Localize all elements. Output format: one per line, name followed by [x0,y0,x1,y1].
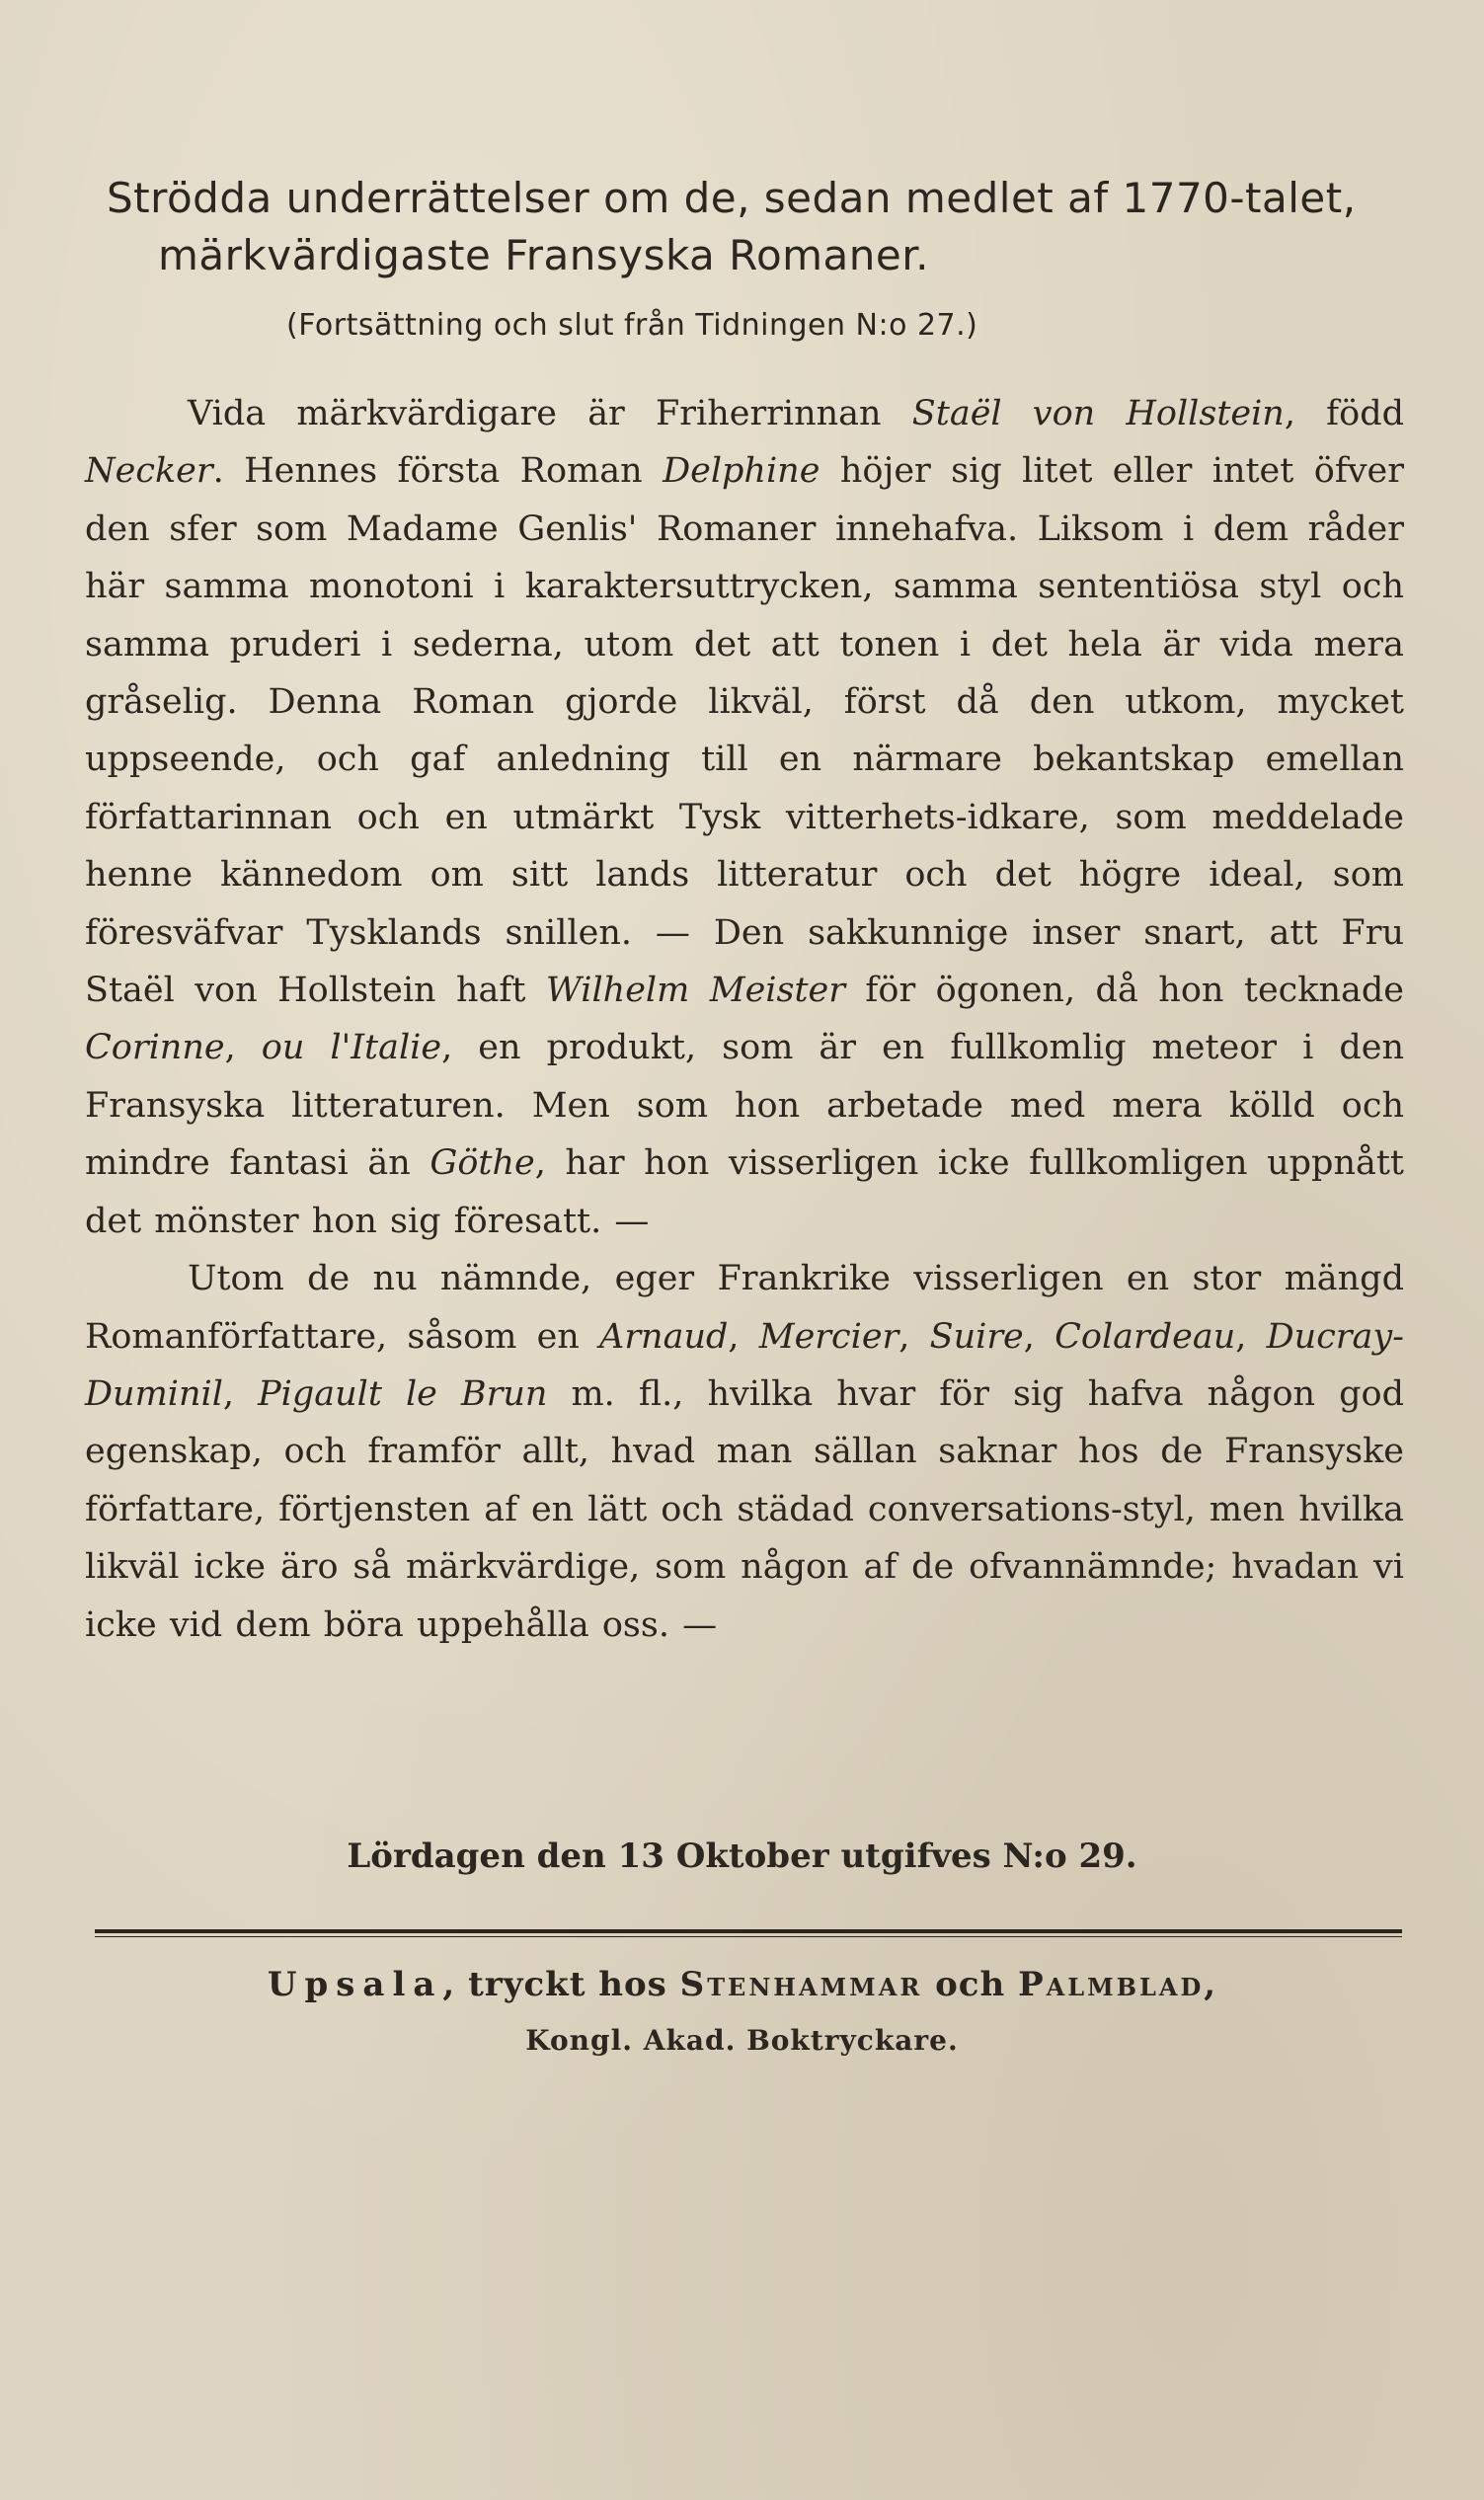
text-run: Utom de nu nämnde, eger Frankrike visserligen en stor mängd Romanförfattare, såsom en [85,1259,1404,1357]
article-heading [107,170,1420,284]
continuation-note: (Fortsättning och slut från Tidningen N:o 27.) [286,308,978,343]
italic-run: Necker [85,451,213,492]
printer-line [0,1965,1484,2004]
text-run: , född [1284,394,1404,433]
text-run: Vida märkvärdigare är Friherrinnan [188,394,912,433]
printer-end: , [1204,1965,1217,2004]
text-run: höjer sig litet eller intet öfver den sfer som Madame Genlis' Romaner innehafva. Liksom i dem råder här samma monotoni i karaktersuttrycken, samma sententiösa styl och samma pruderi i sederna, utom det att tonen i det hela är vida mera gråselig. Denna Roman gjorde likväl, först då den utkom, mycket uppseende, och gaf anledning till en närmare bekantskap emellan författarinnan och en utmärkt Tysk vitterhets-idkare, som meddelade henne kännedom om sitt lands litteratur och det högre ideal, som föresväfvar Tysklands snillen. — Den sakkunnige inser snart, att Fru Staël von Hollstein haft [85,451,1404,1011]
italic-run: Staël von Hollstein [911,394,1285,433]
printer-place: Upsala [267,1965,443,2004]
italic-run: Arnaud [599,1316,729,1357]
italic-run: Göthe [430,1143,535,1184]
text-run: , [1023,1316,1055,1357]
italic-run: Ducray-Duminil [85,1316,1404,1414]
heading-line-1: Strödda underrättelser om de, sedan medlet af 1770-talet, [107,174,1357,222]
italic-run: Corinne [85,1028,225,1068]
divider-rule [95,1929,1402,1939]
text-run: , har hon visserligen icke fullkomligen uppnått det mönster hon sig föresatt. — [85,1143,1405,1241]
italic-run: Wilhelm Meister [545,971,845,1011]
italic-run: Pigault le Brun [258,1373,548,1414]
italic-run: Delphine [663,451,820,492]
imprint-line: Kongl. Akad. Boktryckare. [525,2024,959,2057]
paragraph [85,1250,1404,1654]
printer-name-1: Stenhammar [679,1965,923,2004]
text-run: , [224,1028,262,1068]
paragraph [85,385,1404,1250]
heading-line-2: märkvärdigaste Fransyska Romaner. [158,231,930,279]
text-run: för ögonen, då hon tecknade [844,971,1404,1011]
text-run: m. fl., hvilka hvar för sig hafva någon god egenskap, och framför allt, hvad man sällan saknar hos de Fransyske författare, förtjensten af en lätt och städad conversations-styl, men hvilka likväl icke äro så märkvärdige, som någon af de ofvannämnde; hvadan vi icke vid dem böra uppehålla oss. — [85,1373,1404,1645]
italic-run: Suire [929,1316,1024,1357]
text-run: , [728,1316,759,1357]
italic-run: Mercier [758,1316,899,1357]
text-run: , en produkt, som är en fullkomlig meteor i den Fransyska litteraturen. Men som hon arbetade med mera kölld och mindre fantasi än [85,1028,1404,1184]
italic-run: Colardeau [1054,1316,1236,1357]
italic-run: ou l'Italie [261,1028,442,1068]
text-run: . Hennes första Roman [212,451,664,492]
text-run: , [1235,1316,1267,1357]
text-run: , [222,1373,259,1414]
printer-mid: , tryckt hos [442,1965,680,2004]
article-body [85,385,1404,1654]
printer-and: och [922,1965,1019,2004]
text-run: , [898,1316,930,1357]
printer-name-2: Palmblad [1018,1965,1205,2004]
next-issue-note: Lördagen den 13 Oktober utgifves N:o 29. [347,1836,1137,1876]
